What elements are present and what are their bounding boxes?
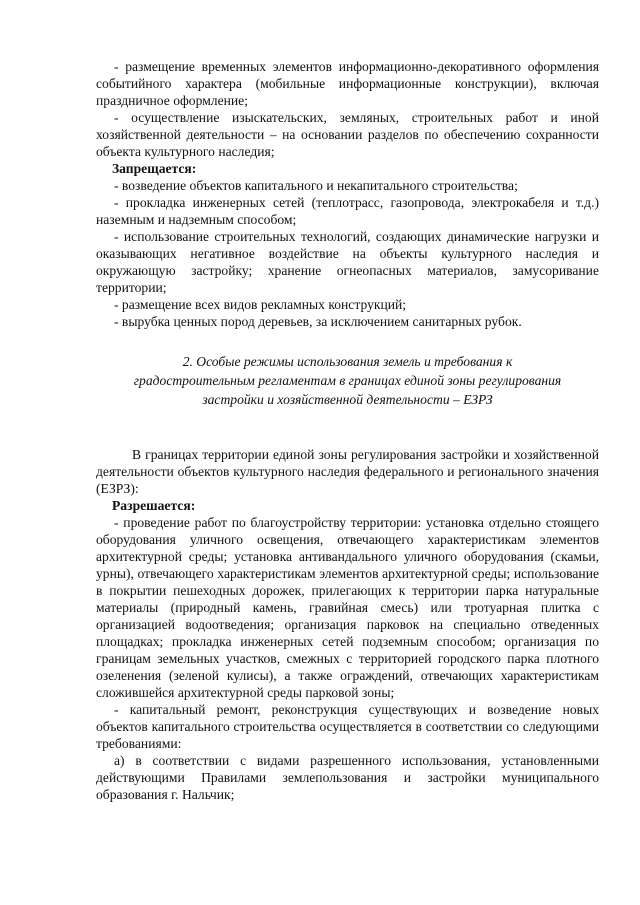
list-item: - использование строительных технологий, создающих динамические нагрузки и оказывающих негативное воздействие на объекты культурного наследия и окружающую застройку; хранение огнеопасных материалов, замусоривание территории; [96,229,599,295]
list-item: - прокладка инженерных сетей (теплотрасс, газопровода, электрокабеля и т.д.) наземным и надземным способом; [96,195,599,227]
intro-paragraph: В границах территории единой зоны регулирования застройки и хозяйственной деятельности объектов культурного наследия федерального и регионального значения (ЕЗРЗ): [96,447,599,496]
list-item: - капитальный ремонт, реконструкция существующих и возведение новых объектов капитального строительства осуществляется в соответствии со следующими требованиями: [96,702,599,751]
list-item: - осуществление изыскательских, земляных, строительных работ и иной хозяйственной деятельности – на основании разделов по обеспечению сохранности объекта культурного наследия; [96,110,599,159]
list-item: а) в соответствии с видами разрешенного использования, установленными действующими Правилами землепользования и застройки муниципального образования г. Нальчик; [96,753,599,802]
list-item: - вырубка ценных пород деревьев, за исключением санитарных рубок. [114,314,522,329]
list-item: - размещение временных элементов информационно-декоративного оформления событийного характера (мобильные информационные конструкции), включая праздничное оформление; [96,59,599,108]
list-item: - возведение объектов капитального и некапитального строительства; [114,178,518,193]
section-heading-line: градостроительным регламентам в границах единой зоны регулирования [133,373,562,388]
list-item: - размещение всех видов рекламных конструкций; [114,297,407,312]
document-body [96,58,599,803]
section-heading-line: застройки и хозяйственной деятельности – ЕЗРЗ [202,392,493,407]
list-item: - проведение работ по благоустройству территории: установка отдельно стоящего оборудования уличного освещения, отвечающего характеристикам элементов архитектурной среды; установка антивандального уличного оборудования (скамьи, урны), отвечающего характеристикам элементов архитектурной среды; использование в покрытии пешеходных дорожек, прилегающих к территории парка натуральные материалы (природный камень, гравийная смесь) или тротуарная плитка с организацией водоотведения; организация парковок на специально отведенных площадках; прокладка инженерных сетей подземным способом; организация по границам земельных участков, смежных с территорией городского парка плотного озеленения (зеленой кулисы), а также ограждений, отвечающих характеристикам сложившейся архитектурной среды парковой зоны; [96,515,599,700]
allowed-label: Разрешается: [112,498,196,513]
section-heading-line: 2. Особые режимы использования земель и требования к [182,354,513,369]
section-heading [96,352,599,409]
prohibited-label: Запрещается: [112,161,197,176]
